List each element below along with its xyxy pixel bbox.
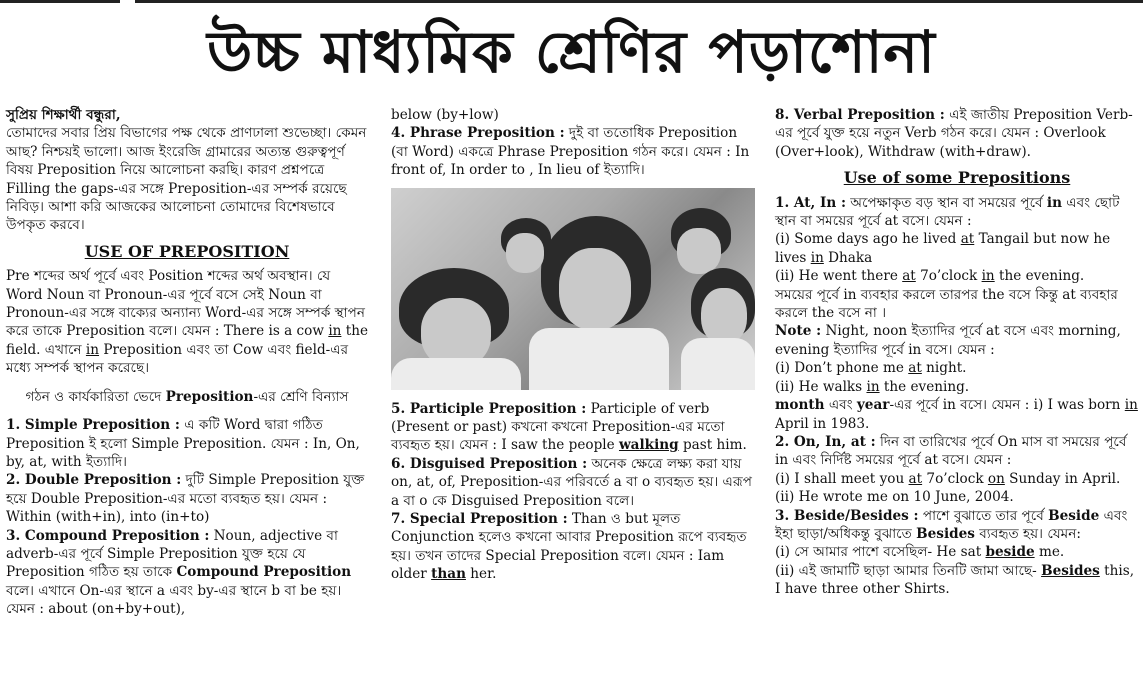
- intro-paragraph: তোমাদের সবার প্রিয় বিভাগের পক্ষ থেকে প্রাণঢালা শুভেচ্ছা। কেমন আছ? নিশ্চয়ই ভালো। আজ ইংরেজি গ্রামারের অত্যন্ত গুরুত্বপূর্ণ বিষয় Preposition নিয়ে আলোচনা করছি। কারণ প্রশ্নপত্রে Filling the gaps-এর সঙ্গে Preposition-এর সম্পর্ক রয়েছে নিবিড়। আশা করি আজকের আলোচনা তোমাদের বিশেষভাবে উপকৃত করবে।: [6, 125, 367, 234]
- at-in-note: সময়ের পূর্বে in ব্যবহার করলে তারপর the বসে কিন্তু at ব্যবহার করলে the বসে না ।: [775, 286, 1118, 322]
- column-3: [775, 106, 1139, 599]
- exam-hall-photo: [391, 188, 755, 390]
- column-1: [6, 106, 368, 619]
- compound-preposition: 3. Compound Preposition : Noun, adjective বা adverb-এর পূর্বে Simple Preposition যুক্ত হয়ে যে Preposition গঠিত হয় তাকে Compound Preposition বলে। এখানে On-এর স্থানে a এবং by-এর স্থানে b বা be হয়। যেমন : about (on+by+out),: [6, 527, 352, 618]
- beside-besides-rule: 3. Beside/Besides : পাশে বুঝাতে তার পূর্বে Beside এবং ইহা ছাড়া/অধিকন্তু বুঝাতে Besides ব্যবহৃত হয়। যেমন:: [775, 507, 1128, 542]
- on-in-at-example-1: (i) I shall meet you at 7o’clock on Sunday in April.: [775, 470, 1121, 487]
- at-in-rule: 1. At, In : অপেক্ষাকৃত বড় স্থান বা সময়ের পূর্বে in এবং ছোট স্থান বা সময়ের পূর্বে at বসে। যেমন :: [775, 194, 1120, 230]
- besides-example-2: (ii) এই জামাটি ছাড়া আমার তিনটি জামা আছে- Besides this, I have three other Shirts.: [775, 562, 1135, 598]
- on-in-at-example-2: (ii) He wrote me on 10 June, 2004.: [775, 489, 1014, 506]
- classification-subhead: গঠন ও কার্যকারিতা ভেদে Preposition-এর শ্রেণি বিন্যাস: [25, 388, 349, 405]
- beside-example-1: (i) সে আমার পাশে বসেছিল- He sat beside me.: [775, 544, 1065, 561]
- note-example-1: (i) Don’t phone me at night.: [775, 360, 967, 377]
- verbal-preposition: 8. Verbal Preposition : এই জাতীয় Preposition Verb-এর পূর্বে যুক্ত হয়ে নতুন Verb গঠন করে। যেমন : Overlook (Over+look), Withdraw (with+draw).: [775, 107, 1133, 160]
- double-preposition: 2. Double Preposition : দুটি Simple Preposition যুক্ত হয়ে Double Preposition-এর মতো ব্যবহৃত হয়। যেমন : Within (with+in), into (in+to): [6, 472, 365, 526]
- at-in-example-2: (ii) He went there at 7o’clock in the evening.: [775, 268, 1085, 285]
- section-heading: USE OF PREPOSITION: [84, 241, 290, 261]
- special-preposition: 7. Special Preposition : Than ও but মূলত Conjunction হলেও কখনো আবার Preposition রূপে ব্যবহৃত হয়। তখন তাদের Special Preposition বলে। যেমন : Iam older than her.: [391, 511, 747, 583]
- note-example-2: (ii) He walks in the evening.: [775, 378, 970, 395]
- column-2: [391, 106, 755, 584]
- phrase-preposition: 4. Phrase Preposition : দুই বা ততোধিক Preposition (বা Word) একত্রে Phrase Preposition গঠন করে। যেমন : In front of, In order to , In lieu of ইত্যাদি।: [391, 125, 750, 179]
- top-rule-right: [135, 0, 1143, 3]
- at-in-example-1: (i) Some days ago he lived at Tangail but now he lives in Dhaka: [775, 231, 1111, 266]
- continued-text: below (by+low): [391, 107, 499, 123]
- month-year-rule: month এবং year-এর পূর্বে in বসে। যেমন : i) I was born in April in 1983.: [775, 397, 1138, 432]
- use-heading: Use of some Prepositions: [843, 168, 1071, 188]
- page-title: উচ্চ মাধ্যমিক শ্রেণির পড়াশোনা: [207, 18, 936, 86]
- participle-preposition: 5. Participle Preposition : Participle of verb (Present or past) কখনো কখনো Preposition-এর মতো ব্যবহৃত হয়। যেমন : I saw the people walking past him.: [391, 400, 747, 454]
- definition-paragraph: Pre শব্দের অর্থ পূর্বে এবং Position শব্দের অর্থ অবস্থান। যে Word Noun বা Pronoun-এর পূর্বে বসে সেই Noun বা Pronoun-এর সঙ্গে বাক্যের অন্যান্য Word-এর সঙ্গে সম্পর্ক স্থাপন করে তাকে Preposition বলে। যেমন : There is a cow in the field. এখানে in Preposition এবং তা Cow এবং field-এর মধ্যে সম্পর্ক স্থাপন করেছে।: [6, 268, 369, 377]
- greeting: সুপ্রিয় শিক্ষার্থী বন্ধুরা,: [6, 107, 121, 123]
- on-in-at-rule: 2. On, In, at : দিন বা তারিখের পূর্বে On মাস বা সময়ের পূর্বে in এবং নির্দিষ্ট সময়ের পূর্বে at বসে। যেমন :: [775, 433, 1127, 469]
- simple-preposition: 1. Simple Preposition : এ কটি Word দ্বারা গঠিত Preposition ই হলো Simple Preposition. যেমন : In, On, by, at, with ইত্যাদি।: [6, 417, 360, 470]
- top-rule-left: [0, 0, 120, 3]
- note-paragraph: Note : Night, noon ইত্যাদির পূর্বে at বসে এবং morning, evening ইত্যাদির পূর্বে in বসে। যেমন :: [775, 323, 1121, 358]
- disguised-preposition: 6. Disguised Preposition : অনেক ক্ষেত্রে লক্ষ্য করা যায় on, at, of, Preposition-এর পরিবর্তে a বা o ব্যবহৃত হয়। এরূপ a বা o কে Disguised Preposition বলে।: [391, 455, 753, 509]
